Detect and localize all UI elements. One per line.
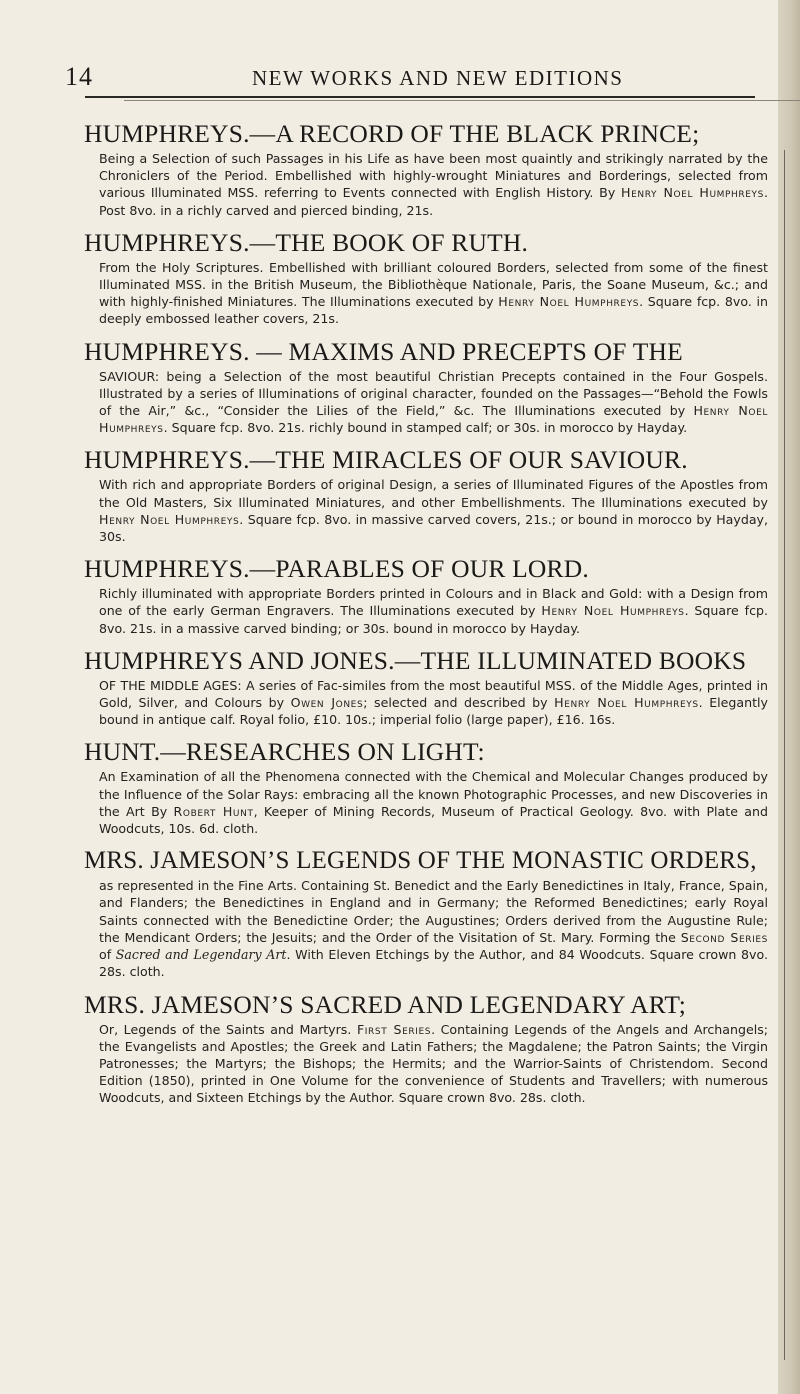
entry-title: MRS. JAMESON’S LEGENDS OF THE MONASTIC ORDERS, <box>84 847 757 875</box>
entry-sacred-legendary-art <box>84 989 768 1107</box>
author-name: Henry Noel Humphreys <box>99 511 240 527</box>
desc-text: . Square fcp. 8vo. in deeply embossed leather covers, 21s. <box>99 294 768 327</box>
page-number: 14 <box>65 62 93 91</box>
entry-description <box>99 1021 768 1107</box>
entry-description <box>99 677 768 729</box>
entry-description <box>99 877 768 980</box>
entry-maxims-precepts <box>84 336 768 437</box>
entry-title: HUMPHREYS.—A RECORD OF THE BLACK PRINCE; <box>84 119 700 148</box>
entry-black-prince <box>84 118 768 219</box>
desc-text: . Containing Legends of the Angels and Archangels; the Evangelists and Apostles; the Greek and Latin Fathers; the Magdalene; the Patron Saints; the Virgin Patronesses; the Martyrs; the Bishops; the Hermits; and the Warrior-Saints of Christendom. Second Edition (1850), printed in One Volume for the convenience of Students and Travellers; with numerous Woodcuts, and Sixteen Etchings by the Author. Square crown 8vo. 28s. cloth. <box>99 1021 768 1106</box>
entry-title: HUMPHREYS. — MAXIMS AND PRECEPTS OF THE <box>84 336 683 366</box>
desc-text: . Post 8vo. in a richly carved and pierced binding, 21s. <box>99 185 768 218</box>
page-edge <box>778 0 800 1394</box>
desc-text: From the Holy Scriptures. Embellished with brilliant coloured Borders, selected from some of the finest Illuminated MSS. in the British Museum, the Bibliothèque Nationale, Paris, the Soane Museum, &c.; and with highly-finished Miniatures. The Illuminations executed by <box>99 259 768 310</box>
entry-title: MRS. JAMESON’S SACRED AND LEGENDARY ART; <box>84 989 687 1019</box>
desc-text: Richly illuminated with appropriate Borders printed in Colours and in Black and Gold: with a Design from one of the early German Engravers. The Illuminations executed by <box>99 586 768 619</box>
author-name: Henry Noel Humphreys <box>99 403 768 436</box>
desc-text: Being a Selection of such Passages in his Life as have been most quaintly and strikingly narrated by the Chroniclers of the Period. Embellished with highly-wrought Miniatures and Borderings, selected from various Illuminated MSS. referring to Events connected with English History. By <box>99 151 768 201</box>
author-name: Owen Jones <box>290 695 364 711</box>
desc-text: OF THE MIDDLE AGES: A series of Fac-similes from the most beautiful MSS. of the Middle Ages, printed in Gold, Silver, and Colours by <box>99 677 768 711</box>
desc-text: of <box>99 947 116 963</box>
desc-text: . Elegantly bound in antique calf. Royal folio, £10. 10s.; imperial folio (large paper), £16. 16s. <box>99 695 768 728</box>
author-name: Henry Noel Humphreys <box>554 695 699 711</box>
entry-parables <box>84 553 768 637</box>
entry-description <box>99 259 768 328</box>
author-name: Robert Hunt <box>173 803 254 819</box>
desc-text: An Examination of all the Phenomena connected with the Chemical and Molecular Changes produced by the Influence of the Solar Rays: embracing all the known Photographic Processes, and new Discoveries in the Art By <box>99 769 768 819</box>
desc-text: Or, Legends of the Saints and Martyrs. <box>99 1021 357 1037</box>
entry-title: HUMPHREYS.—PARABLES OF OUR LORD. <box>84 554 589 584</box>
margin-rule <box>784 150 785 1360</box>
entry-title: HUMPHREYS.—THE MIRACLES OF OUR SAVIOUR. <box>84 445 688 475</box>
entry-description <box>99 476 768 545</box>
header-rule <box>85 96 755 98</box>
entry-description <box>99 585 768 637</box>
entries-list <box>84 118 768 1115</box>
entry-title: HUMPHREYS AND JONES.—THE ILLUMINATED BOOKS <box>84 645 747 675</box>
desc-text: as represented in the Fine Arts. Containing St. Benedict and the Early Benedictines in Italy, France, Spain, and Flanders; the Benedictines in England and in Germany; the Reformed Benedictines; early Royal Saints connected with the Benedictine Order; the Augustines; Orders derived from the Augustine Rule; the Mendicant Orders; the Jesuits; and the Order of the Visitation of St. Mary. Forming the <box>99 878 768 945</box>
entry-monastic-orders <box>84 845 768 980</box>
desc-text: SAVIOUR: being a Selection of the most beautiful Christian Precepts contained in the Four Gospels. Illustrated by a series of Illuminations of original character, founded on the Passages—“Behold the Fowls of the Air,” &c., “Consider the Lilies of the Field,” &c. The Illuminations executed by <box>99 368 768 419</box>
entry-description <box>99 368 768 437</box>
entry-miracles <box>84 444 768 545</box>
desc-text: With rich and appropriate Borders of original Design, a series of Illuminated Figures of the Apostles from the Old Masters, Six Illuminated Miniatures, and other Embellishments. The Illuminations executed by <box>99 477 768 510</box>
header-top-rule <box>124 100 800 101</box>
series-label: First Series <box>356 1021 432 1037</box>
author-name: Henry Noel Humphreys <box>541 603 685 619</box>
entry-researches-on-light <box>84 736 768 837</box>
entry-title: HUMPHREYS.—THE BOOK OF RUTH. <box>84 227 529 257</box>
series-label: Second Series <box>680 929 768 945</box>
desc-text: , Keeper of Mining Records, Museum of Practical Geology. 8vo. with Plate and Woodcuts, 10s. 6d. cloth. <box>99 803 768 837</box>
desc-text: . Square fcp. 8vo. in massive carved covers, 21s.; or bound in morocco by Hayday, 30s. <box>99 511 768 545</box>
entry-book-of-ruth <box>84 227 768 328</box>
author-name: Henry Noel Humphreys <box>498 294 640 310</box>
entry-title: HUNT.—RESEARCHES ON LIGHT: <box>84 737 485 767</box>
entry-description <box>99 150 768 219</box>
entry-illuminated-books <box>84 645 768 729</box>
entry-description <box>99 768 768 837</box>
desc-text: . With Eleven Etchings by the Author, and 84 Woodcuts. Square crown 8vo. 28s. cloth. <box>99 947 768 980</box>
italic-title: Sacred and Legendary Art <box>115 947 287 963</box>
desc-text: ; selected and described by <box>363 695 555 711</box>
desc-text: . Square fcp. 8vo. 21s. in a massive carved binding; or 30s. bound in morocco by Hayday. <box>99 603 768 636</box>
desc-text: . Square fcp. 8vo. 21s. richly bound in stamped calf; or 30s. in morocco by Hayday. <box>163 420 688 436</box>
author-name: Henry Noel Humphreys <box>621 185 764 201</box>
running-head: NEW WORKS AND NEW EDITIONS <box>252 66 624 90</box>
